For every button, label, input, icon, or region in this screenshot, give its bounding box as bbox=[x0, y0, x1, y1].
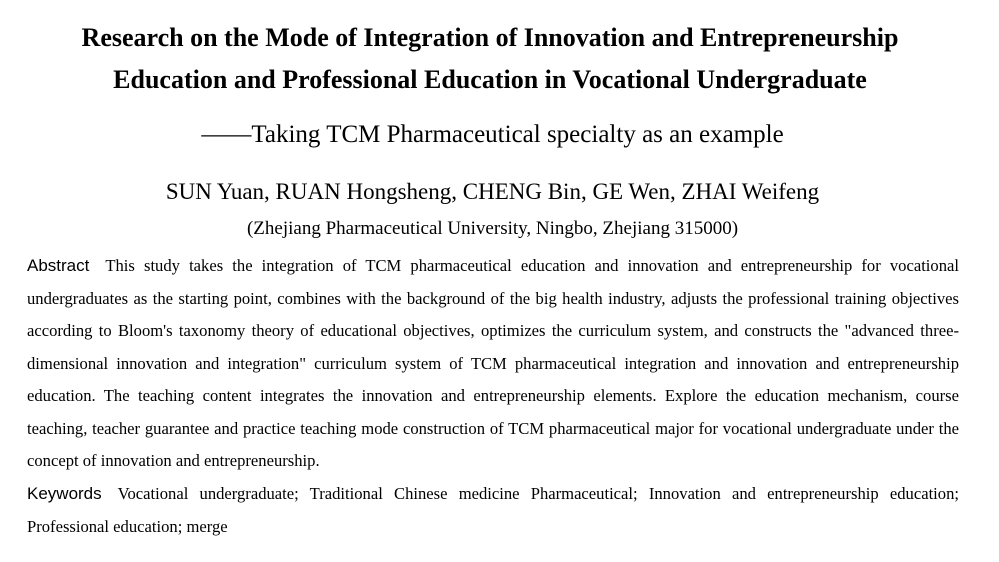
title-line-2: Education and Professional Education in Vocational Undergraduate bbox=[113, 65, 867, 94]
keywords-label: Keywords bbox=[27, 484, 102, 503]
abstract-text: This study takes the integration of TCM pharmaceutical education and innovation and entrepreneurship for vocational undergraduates as the starting point, combines with the background of the big health industry, adjusts the professional training objectives according to Bloom's taxonomy theory of educational objectives, optimizes the curriculum system, and constructs the "advanced three-dimensional innovation and integration" curriculum system of TCM pharmaceutical integration and innovation and entrepreneurship education. The teaching content integrates the innovation and entrepreneurship elements. Explore the education mechanism, course teaching, teacher guarantee and practice teaching mode construction of TCM pharmaceutical major for vocational undergraduate under the concept of innovation and entrepreneurship. bbox=[27, 256, 959, 470]
paper-subtitle: ——Taking TCM Pharmaceutical specialty as an example bbox=[201, 121, 784, 148]
abstract-section bbox=[27, 250, 959, 478]
keywords-section bbox=[27, 478, 959, 543]
author-affiliation: (Zhejiang Pharmaceutical University, Ningbo, Zhejiang 315000) bbox=[246, 218, 739, 239]
paper-title bbox=[0, 17, 980, 101]
keywords-text: Vocational undergraduate; Traditional Chinese medicine Pharmaceutical; Innovation and entrepreneurship education; Professional education; merge bbox=[27, 484, 959, 536]
abstract-label: Abstract bbox=[27, 256, 90, 275]
author-list: SUN Yuan, RUAN Hongsheng, CHENG Bin, GE Wen, ZHAI Weifeng bbox=[165, 179, 820, 204]
title-line-1: Research on the Mode of Integration of Innovation and Entrepreneurship bbox=[81, 23, 899, 52]
